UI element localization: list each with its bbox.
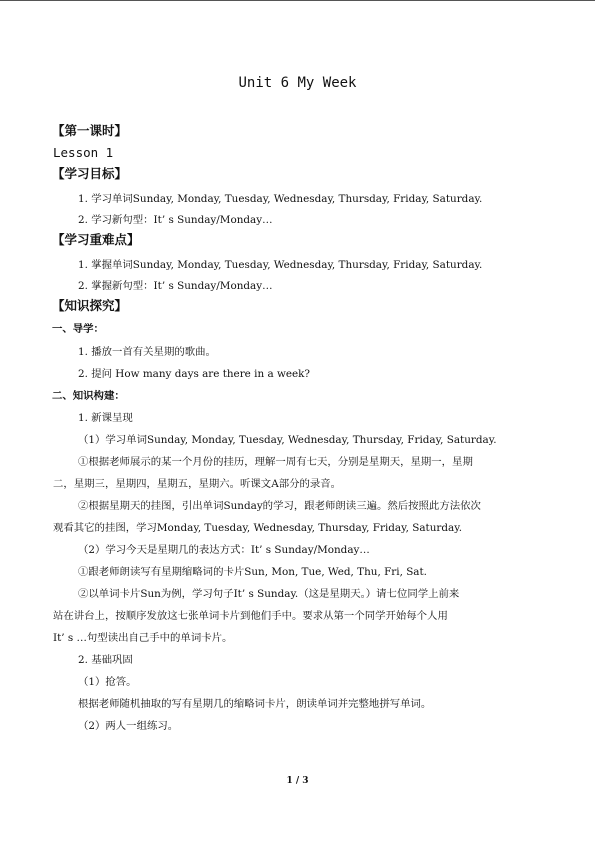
build-line: It’ s …句型读出自己手中的单词卡片。 xyxy=(53,632,233,644)
top-rule xyxy=(0,0,595,1)
build-line: （1）抢答。 xyxy=(78,676,137,688)
build-line: 观看其它的挂图，学习Monday, Tuesday, Wednesday, Thursday, Friday, Saturday. xyxy=(53,522,463,534)
page-number: 1 / 3 xyxy=(286,776,309,786)
objective-item: 1. 学习单词Sunday, Monday, Tuesday, Wednesday, Thursday, Friday, Saturday. xyxy=(78,193,483,205)
build-line: ②根据星期天的挂图，引出单词Sunday的学习，跟老师朗读三遍。然后按照此方法依次 xyxy=(78,500,481,512)
guide-item: 1. 播放一首有关星期的歌曲。 xyxy=(78,346,216,358)
build-line: 2. 基础巩固 xyxy=(78,654,133,666)
lesson-label: Lesson 1 xyxy=(53,145,114,160)
build-line: （2）两人一组练习。 xyxy=(78,720,179,732)
build-line: 根据老师随机抽取的写有星期几的缩略词卡片，朗读单词并完整地拼写单词。 xyxy=(78,698,432,710)
key-point-item: 1. 掌握单词Sunday, Monday, Tuesday, Wednesday, Thursday, Friday, Saturday. xyxy=(78,259,483,271)
build-line: 二，星期三，星期四，星期五，星期六。听课文A部分的录音。 xyxy=(53,478,342,490)
build-line: 站在讲台上，按顺序发放这七张单词卡片到他们手中。要求从第一个同学开始每个人用 xyxy=(53,610,448,622)
build-line: 1. 新课呈现 xyxy=(78,412,133,424)
period-heading: 【第一课时】 xyxy=(52,123,128,138)
guide-item: 2. 提问 How many days are there in a week? xyxy=(78,368,311,380)
build-line: （1）学习单词Sunday, Monday, Tuesday, Wednesday, Thursday, Friday, Saturday. xyxy=(78,434,497,446)
page-title: Unit 6 My Week xyxy=(238,75,357,91)
explore-heading: 【知识探究】 xyxy=(52,298,128,313)
build-line: ②以单词卡片Sun为例，学习句子It’ s Sunday.（这是星期天。）请七位同学上前来 xyxy=(78,588,460,600)
objective-item: 2. 学习新句型：It’ s Sunday/Monday… xyxy=(78,214,273,226)
objectives-heading: 【学习目标】 xyxy=(52,166,128,181)
build-line: （2）学习今天是星期几的表达方式：It’ s Sunday/Monday… xyxy=(78,544,370,556)
key-point-item: 2. 掌握新句型：It’ s Sunday/Monday… xyxy=(78,280,273,292)
build-heading: 二、知识构建： xyxy=(52,390,125,402)
guide-heading: 一、导学： xyxy=(52,323,104,335)
build-line: ①跟老师朗读写有星期缩略词的卡片Sun, Mon, Tue, Wed, Thu, Fri, Sat. xyxy=(78,566,427,578)
key-points-heading: 【学习重难点】 xyxy=(52,232,140,247)
build-line: ①根据老师展示的某一个月份的挂历，理解一周有七天，分别是星期天，星期一，星期 xyxy=(78,456,473,468)
